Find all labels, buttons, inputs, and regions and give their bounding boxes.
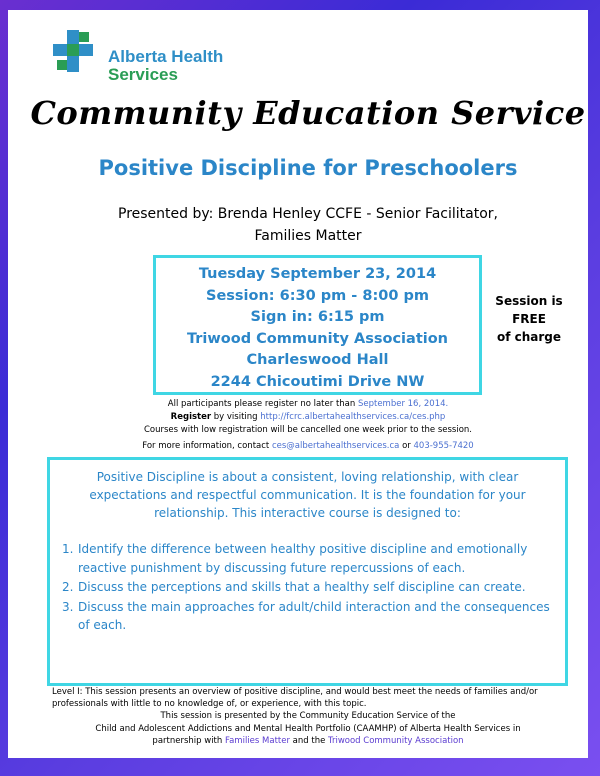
registration-info [88,398,528,437]
registration-line2: Register by visiting http://fcrc.albertahealthservices.ca/ces.php [170,412,446,422]
free-note-line1: Session is [495,294,563,308]
registration-link[interactable]: http://fcrc.albertahealthservices.ca/ces.php [260,412,446,422]
org-name-line2: Services [108,65,178,84]
presenter-line2: Families Matter [254,228,362,244]
footer-line1: This session is presented by the Community Education Service of the [160,711,456,721]
course-description-box [47,457,568,686]
footer-line3: partnership with Families Matter and the Triwood Community Association [152,736,464,746]
course-intro: Positive Discipline is about a consistent, loving relationship, with clear expectations and respectful communication. It is the foundation for your relationship. This interactive course is designed to: [89,470,526,520]
event-address: 2244 Chicoutimi Drive NW [210,373,425,390]
free-note [490,292,568,346]
registration-line1: All participants please register no later than September 16, 2014. [167,399,449,409]
event-venue: Triwood Community Association [186,330,448,347]
level-note: Level I: This session presents an overview of positive discipline, and would best meet the needs of families and/or professionals with little to no knowledge of, or experience, with this topic. [52,687,538,709]
ahs-cross-logo-icon [53,30,103,72]
event-session-time: Session: 6:30 pm - 8:00 pm [206,287,429,304]
event-details-box [153,255,482,395]
list-item: 3. Discuss the main approaches for adult/child interaction and the consequences of each. [62,599,550,632]
contact-info: For more information, contact ces@albertahealthservices.ca or 403-955-7420 [142,441,474,451]
list-item: 1. Identify the difference between healthy positive discipline and emotionally reactive punishment by discussing future repercussions of each. [62,542,528,575]
footer-line2: Child and Adolescent Addictions and Mental Health Portfolio (CAAMHP) of Alberta Health Services in [95,723,521,734]
objectives-list [56,540,559,635]
presenter-info [88,203,528,247]
course-title: Positive Discipline for Preschoolers [98,156,518,180]
registration-deadline: September 16, 2014. [357,399,449,409]
presenter-line1: Presented by: Brenda Henley CCFE - Senior Facilitator, [118,206,498,222]
page-title: Community Education Service [30,94,586,132]
event-hall: Charleswood Hall [246,352,389,368]
event-date: Tuesday September 23, 2014 [198,266,437,282]
partner-families-matter-link[interactable]: Families Matter [224,736,290,746]
free-note-line2: FREE [512,312,546,326]
list-item: 2. Discuss the perceptions and skills that a healthy self discipline can create. [62,580,526,594]
org-name-line1: Alberta Health [108,47,224,66]
event-sign-in: Sign in: 6:15 pm [250,309,385,325]
org-name [108,48,223,84]
free-note-line3: of charge [496,330,562,344]
registration-line3: Courses with low registration will be cancelled one week prior to the session. [143,425,473,435]
contact-phone[interactable]: 403-955-7420 [413,441,474,451]
footer-credits [88,710,528,748]
partner-triwood-link[interactable]: Triwood Community Association [328,736,464,746]
flyer-sheet [8,10,588,758]
contact-email-link[interactable]: ces@albertahealthservices.ca [271,441,400,451]
